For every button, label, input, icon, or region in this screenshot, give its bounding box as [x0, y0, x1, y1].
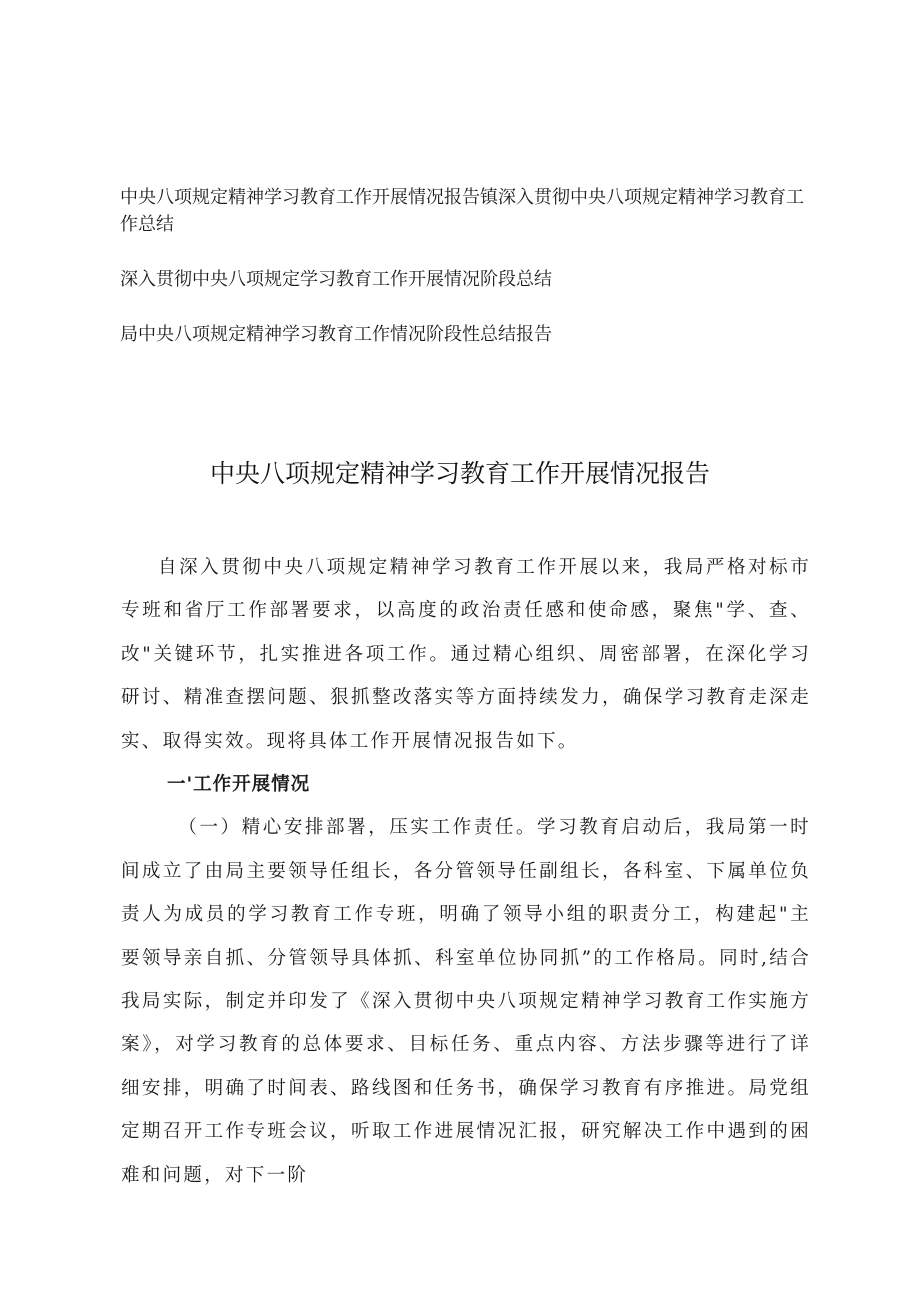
section-paragraph: （一）精心安排部署，压实工作责任。学习教育启动后，我局第一时间成立了由局主要领导任组长，各分管领导任副组长，各科室、下属单位负责人为成员的学习教育工作专班，明确了领导小组的职责分工，构建起"主要领导亲自抓、分管领导具体抓、科室单位协同抓”的工作格局。同时,结合我局实际，制定并印发了《深入贯彻中央八项规定精神学习教育工作实施方案》，对学习教育的总体要求、目标任务、重点内容、方法步骤等进行了详细安排，明确了时间表、路线图和任务书，确保学习教育有序推进。局党组定期召开工作专班会议，听取工作进展情况汇报，研究解决工作中遇到的困难和问题，对下一阶 — [121, 817, 811, 1186]
section-heading: 一'工作开展情况 — [167, 774, 311, 796]
related-titles-list — [120, 184, 820, 376]
related-title-2: 深入贯彻中央八项规定学习教育工作开展情况阶段总结 — [120, 269, 552, 290]
document-title: 中央八项规定精神学习教育工作开展情况报告 — [209, 459, 710, 488]
related-title-1: 中央八项规定精神学习教育工作开展情况报告镇深入贯彻中央八项规定精神学习教育工作总结 — [120, 187, 804, 235]
related-title-3: 局中央八项规定精神学习教育工作情况阶段性总结报告 — [120, 324, 552, 345]
document-body — [121, 546, 811, 1197]
intro-paragraph: 自深入贯彻中央八项规定精神学习教育工作开展以来，我局严格对标市专班和省厅工作部署要求，以高度的政治责任感和使命感，聚焦"学、查、改"关键环节，扎实推进各项工作。通过精心组织、周密部署，在深化学习研讨、精准查摆问题、狠抓整改落实等方面持续发力，确保学习教育走深走实、取得实效。现将具体工作开展情况报告如下。 — [121, 557, 811, 752]
